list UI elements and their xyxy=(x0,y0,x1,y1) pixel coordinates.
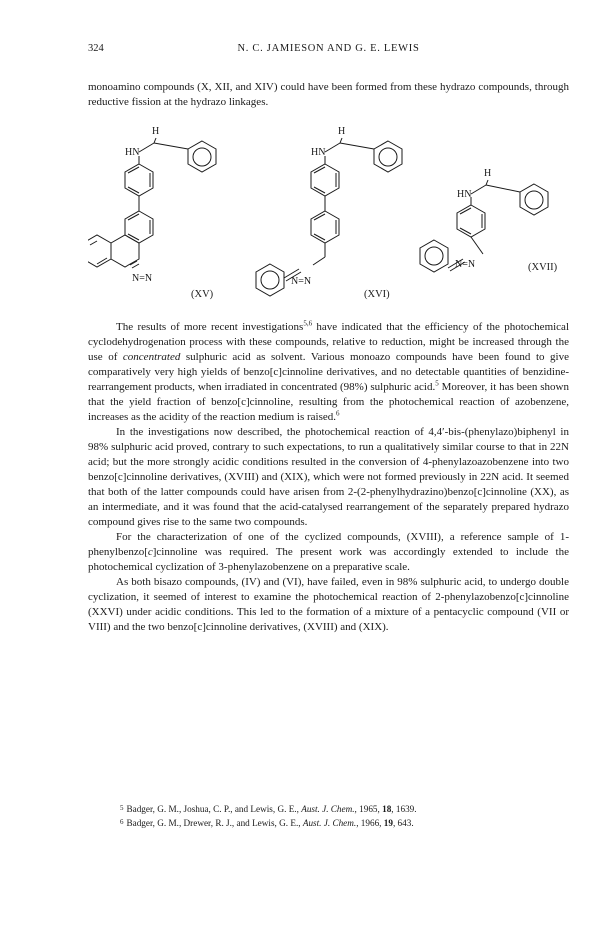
xv-nh-label: HN xyxy=(125,147,140,158)
p1-text-d: Moreover, it has been shown that the yield fraction of benzo[c]cinnoline, resulting from the photochemical reaction of azobenzene, increases as the acidity of the reaction medium is raised. xyxy=(88,381,569,423)
p1-text-a: The results of more recent investigations xyxy=(116,321,304,333)
p1-emphasis: concentrated xyxy=(122,351,181,363)
footnotes xyxy=(120,802,560,830)
xvi-azo-phenyl-ring xyxy=(256,264,284,296)
p3-emphasis: c xyxy=(147,546,153,558)
paragraph-4: As both bisazo compounds, (IV) and (VI), have failed, even in 98% sulphuric acid, to undergo double cyclization, it seemed of interest to examine the photochemical reaction of 2-phenylazobenzo[c]cinnoline (XXVI) under acidic conditions. This led to the formation of a mixture of a pentacyclic compound (VII or VIII) and the two benzo[c]cinnoline derivatives, (XVIII) and (XIX). xyxy=(88,576,569,633)
xv-biphenyl-ring-1 xyxy=(125,164,153,196)
intro-paragraph xyxy=(88,80,569,110)
xv-compound-label: (XV) xyxy=(191,289,214,300)
footnote-marker: 5 xyxy=(120,804,124,812)
chemical-structures-figure xyxy=(88,112,569,312)
p3-text-b: ]cinnoline was required. The present work was accordingly extended to include the photochemical cyclization of 3-phenylazobenzene on a preparative scale. xyxy=(88,546,569,573)
main-text xyxy=(88,320,569,635)
xvi-biphenyl-ring-1 xyxy=(311,164,339,196)
xvii-middle-ring xyxy=(457,205,485,237)
footnote-volume: 18 xyxy=(382,804,392,814)
xv-h-label: H xyxy=(152,126,160,137)
footnote-pages: , 643. xyxy=(392,818,414,828)
structure-xvii xyxy=(420,180,548,272)
footnote-volume: 19 xyxy=(383,818,393,828)
footnote-journal: Aust. J. Chem. xyxy=(301,804,355,814)
xvi-biphenyl-ring-2 xyxy=(311,211,339,243)
xv-phenyl-ring xyxy=(188,141,216,172)
xvii-azo-label: N=N xyxy=(455,259,476,270)
xvi-nh-label: HN xyxy=(311,147,326,158)
xvi-compound-label: (XVI) xyxy=(364,289,390,300)
running-header xyxy=(88,43,569,59)
footnote-marker: 6 xyxy=(120,818,124,826)
xvi-azo-label: N=N xyxy=(291,276,312,287)
footnote-journal: Aust. J. Chem. xyxy=(302,818,357,828)
p1-text-b: have indicated that the efficiency of the photochemical cyclodehydrogenation process with these compounds, relative to reduction, might be increased through the use of xyxy=(88,321,569,363)
paragraph-1 xyxy=(88,320,569,425)
footnote-year: , 1965, xyxy=(354,804,383,814)
structure-xv xyxy=(88,138,216,268)
page-number: 324 xyxy=(88,43,104,54)
footnote-6 xyxy=(120,816,560,830)
xvi-h-label: H xyxy=(338,126,346,137)
footnote-5 xyxy=(120,802,560,816)
footnote-authors: Badger, G. M., Drewer, R. J., and Lewis, G. E., xyxy=(126,818,303,828)
xvii-h-label: H xyxy=(484,168,492,179)
footnote-pages: , 1639. xyxy=(391,804,417,814)
xv-azo-label: N=N xyxy=(132,273,153,284)
footnote-year: , 1966, xyxy=(356,818,384,828)
structures-svg xyxy=(88,112,569,312)
xv-biphenyl-ring-2 xyxy=(125,211,153,243)
p3-text-a: For the characterization of one of the cyclized compounds, (XVIII), a reference sample of 1-phenylbenzo[ xyxy=(88,531,569,558)
p1-ref-6: 6 xyxy=(336,409,340,418)
xvi-phenyl-ring xyxy=(374,141,402,172)
p1-text-c: sulphuric acid as solvent. Various monoazo compounds have been found to give comparatively very high yields of benzo[c]cinnoline derivatives, and no detectable quantities of benzidine-rearrangement products, when irradiated in concentrated (98%) sulphuric acid. xyxy=(88,351,569,393)
p1-ref-5-6: 5,6 xyxy=(303,319,313,328)
xvii-nh-label: HN xyxy=(457,189,472,200)
running-title: N. C. JAMIESON AND G. E. LEWIS xyxy=(237,43,420,54)
xvii-compound-label: (XVII) xyxy=(528,262,558,273)
xvii-azo-phenyl-ring xyxy=(420,240,448,272)
intro-text: monoamino compounds (X, XII, and XIV) could have been formed from these hydrazo compounds, through reductive fission at the hydrazo linkages. xyxy=(88,81,569,108)
p1-ref-5: 5 xyxy=(435,379,439,388)
paragraph-3 xyxy=(88,530,569,575)
xvii-phenyl-ring xyxy=(520,184,548,215)
structure-xvi xyxy=(256,138,402,296)
paragraph-2: In the investigations now described, the photochemical reaction of 4,4′-bis-(phenylazo)biphenyl in 98% sulphuric acid proved, contrary to such expectations, to run a qualitatively similar course to that in 22N acid; but the more strongly acidic conditions resulted in the conversion of 4-phenylazoazobenzene into two benzo[c]cinnoline derivatives, (XVIII) and (XIX), which were not formed previously in 22N acid. It seemed that both of the latter compounds could have arisen from 2-(2-phenylhydrazino)benzo[c]cinnoline (XX), as an intermediate, and it was found that the acid-catalysed rearrangement of the separately prepared hydrazo compound gives rise to the same two compounds. xyxy=(88,426,569,528)
footnote-authors: Badger, G. M., Joshua, C. P., and Lewis, G. E., xyxy=(126,804,302,814)
